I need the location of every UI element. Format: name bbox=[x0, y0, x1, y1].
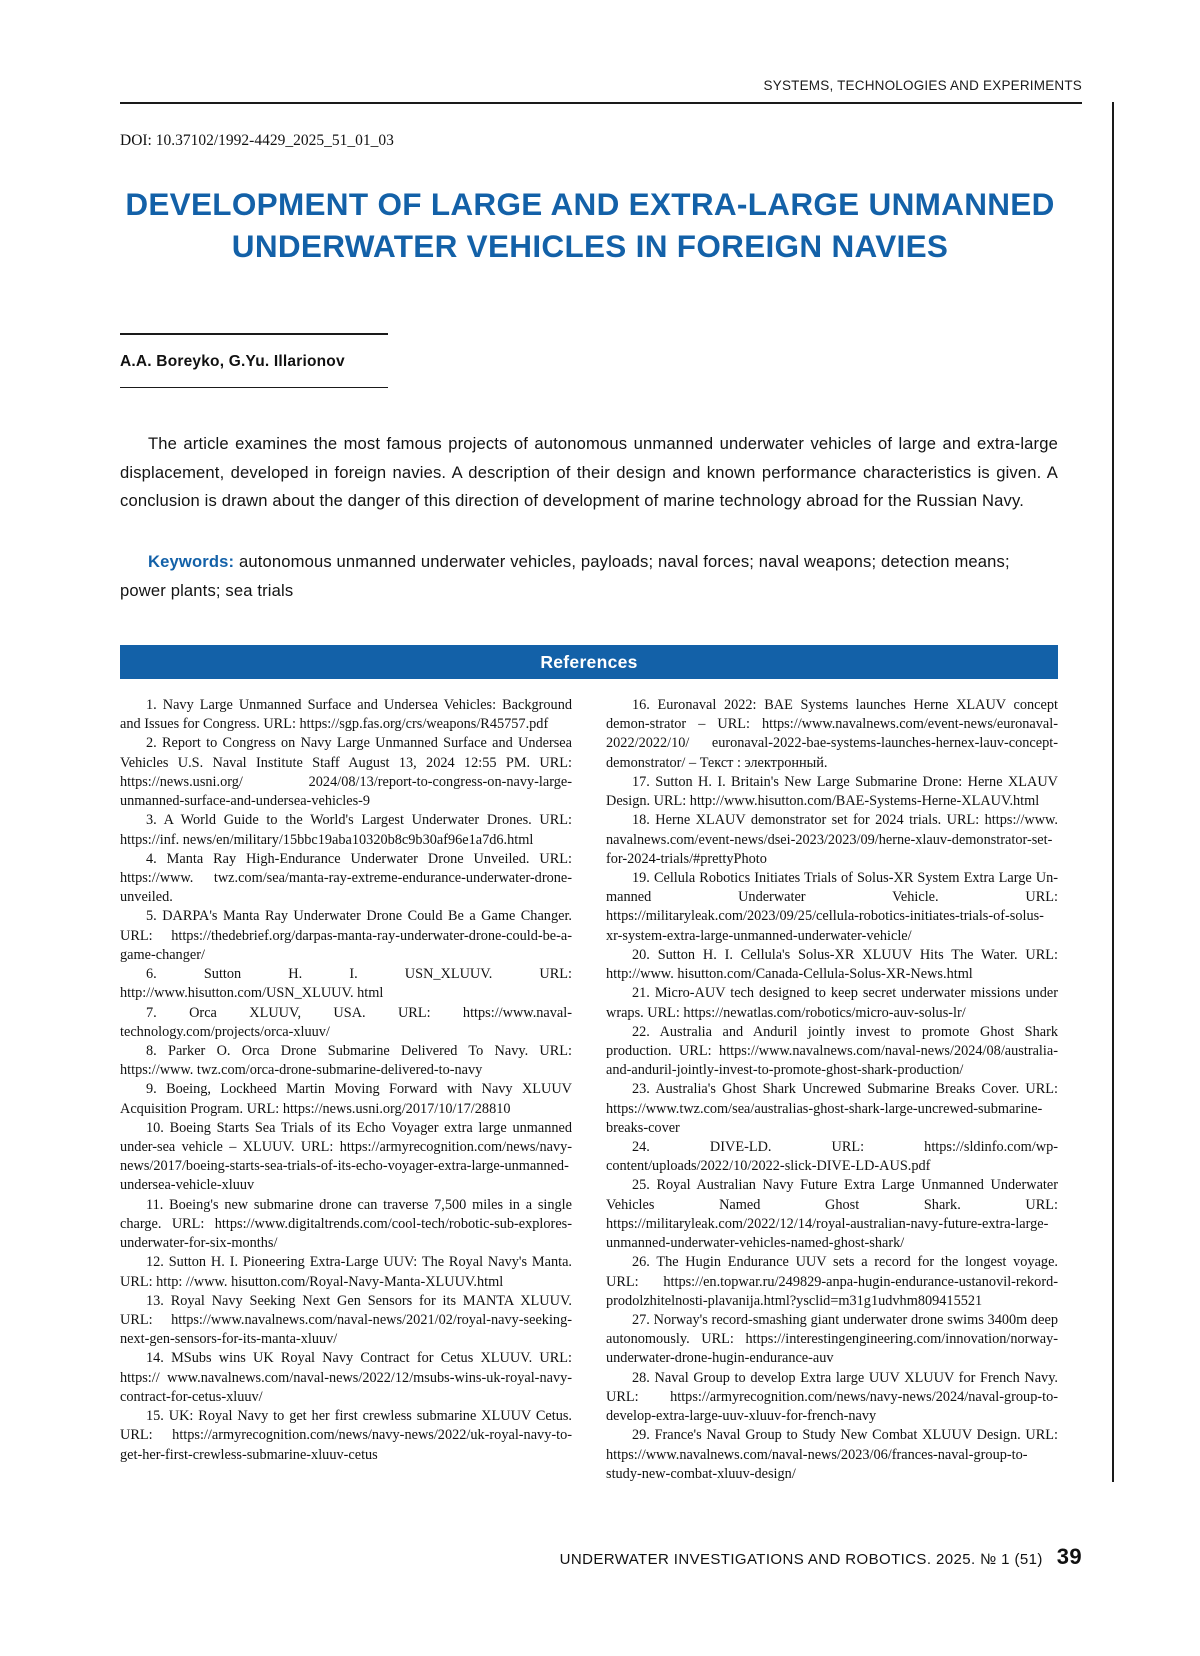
abstract bbox=[120, 430, 1058, 516]
abstract-text: The article examines the most famous projects of autonomous unmanned underwater vehicles of large and extra-large displacement, developed in foreign navies. A description of their design and known performance characteristics is given. A conclusion is drawn about the danger of this direction of development of marine technology abroad for the Russian Navy. bbox=[120, 434, 1058, 511]
reference-item: 23. Australia's Ghost Shark Uncrewed Submarine Breaks Cover. URL: https://www.twz.com/sea/australias-ghost-shark-large-uncrewed-submarine-breaks-cover bbox=[606, 1081, 1058, 1136]
reference-item: 27. Norway's record-smashing giant underwater drone swims 3400m deep autonomously. URL: https://interestingengineering.com/innovation/norway-underwater-drone-hugin-endurance-auv bbox=[606, 1312, 1058, 1367]
reference-item: 26. The Hugin Endurance UUV sets a record for the longest voyage. URL: https://en.topwar.ru/249829-anpa-hugin-endurance-ustanovil-rekord-prodolzhitelnosti-plavanija.html?ysclid=m31g1udvhm809415521 bbox=[606, 1254, 1058, 1309]
reference-item: 20. Sutton H. I. Cellula's Solus-XR XLUUV Hits The Water. URL: http://www. hisutton.com/Canada-Cellula-Solus-XR-News.html bbox=[606, 946, 1058, 983]
footer-journal: UNDERWATER INVESTIGATIONS AND ROBOTICS. 2025. № 1 (51) bbox=[559, 1551, 1043, 1568]
reference-item: 22. Australia and Anduril jointly invest to promote Ghost Shark production. URL: https://www.navalnews.com/naval-news/2024/08/australia-and-anduril-jointly-invest-to-promote-ghost-shark-production/ bbox=[606, 1023, 1058, 1079]
reference-item: 2. Report to Congress on Navy Large Unmanned Surface and Undersea Vehicles U.S. Naval Institute Staff August 13, 2024 12:55 PM. URL: https://news.usni.org/ 2024/08/13/report-to-congress-on-navy-large-unmanned-surface-and-undersea-vehicles-9 bbox=[120, 735, 572, 810]
reference-item: 28. Naval Group to develop Extra large UUV XLUUV for French Navy. URL: https://armyrecognition.com/news/navy-news/2024/naval-group-to-develop-extra-large-uuv-xluuv-for-french-navy bbox=[606, 1369, 1058, 1425]
running-head: SYSTEMS, TECHNOLOGIES AND EXPERIMENTS bbox=[763, 78, 1082, 93]
references-column-right bbox=[606, 696, 1058, 1484]
reference-list-right bbox=[606, 696, 1058, 1484]
reference-item: 21. Micro-AUV tech designed to keep secret underwater missions under wraps. URL: https://newatlas.com/robotics/micro-auv-solus-lr/ bbox=[606, 985, 1058, 1021]
reference-item: 6. Sutton H. I. USN_XLUUV. URL: http://www.hisutton.com/USN_XLUUV. html bbox=[120, 966, 572, 1002]
authors-list: A.A. Boreyko, G.Yu. Illarionov bbox=[120, 352, 345, 370]
reference-item: 24. DIVE-LD. URL: https://sldinfo.com/wp-content/uploads/2022/10/2022-slick-DIVE-LD-AUS.pdf bbox=[606, 1139, 1058, 1175]
reference-item: 8. Parker O. Orca Drone Submarine Delivered To Navy. URL: https://www. twz.com/orca-drone-submarine-delivered-to-navy bbox=[120, 1042, 572, 1079]
keywords bbox=[120, 548, 1058, 605]
references-heading: References bbox=[540, 651, 638, 672]
reference-item: 7. Orca XLUUV, USA. URL: https://www.naval-technology.com/projects/orca-xluuv/ bbox=[120, 1004, 572, 1040]
header-rule bbox=[120, 102, 1082, 104]
reference-item: 12. Sutton H. I. Pioneering Extra-Large UUV: The Royal Navy's Manta. URL: http: //www. hisutton.com/Royal-Navy-Manta-XLUUV.html bbox=[120, 1254, 572, 1290]
references-heading-bar bbox=[120, 645, 1058, 679]
reference-item: 13. Royal Navy Seeking Next Gen Sensors for its MANTA XLUUV. URL: https://www.navalnews.com/naval-news/2021/02/royal-navy-seeking-next-gen-sensors-for-its-manta-xluuv/ bbox=[120, 1292, 572, 1348]
reference-item: 4. Manta Ray High-Endurance Underwater Drone Unveiled. URL: https://www. twz.com/sea/manta-ray-extreme-endurance-underwater-drone-unveiled. bbox=[120, 850, 572, 906]
doi-line: DOI: 10.37102/1992-4429_2025_51_01_03 bbox=[120, 132, 394, 149]
references-column-left bbox=[120, 696, 572, 1484]
reference-item: 5. DARPA's Manta Ray Underwater Drone Could Be a Game Changer. URL: https://thedebrief.org/darpas-manta-ray-underwater-drone-could-be-a-game-changer/ bbox=[120, 908, 572, 963]
reference-item: 16. Euronaval 2022: BAE Systems launches Herne XLAUV concept demon-strator – URL: https://www.navalnews.com/event-news/euronaval-2022/2022/10/ euronaval-2022-bae-systems-launches-hernex-lauv-concept-demonstrator/ – Текст : электронный. bbox=[606, 697, 1058, 771]
reference-item: 18. Herne XLAUV demonstrator set for 2024 trials. URL: https://www. navalnews.com/event-news/dsei-2023/2023/09/herne-xlauv-demonstrator-set-for-2024-trials/#prettyPhoto bbox=[606, 812, 1058, 867]
reference-list-left bbox=[120, 696, 572, 1465]
authors-rule-bottom bbox=[120, 387, 388, 389]
reference-item: 29. France's Naval Group to Study New Combat XLUUV Design. URL: https://www.navalnews.com/naval-news/2023/06/frances-naval-group-to-study-new-combat-xluuv-design/ bbox=[606, 1427, 1058, 1482]
page-footer bbox=[560, 1544, 1082, 1570]
reference-item: 17. Sutton H. I. Britain's New Large Submarine Drone: Herne XLAUV Design. URL: http://www.hisutton.com/BAE-Systems-Herne-XLAUV.html bbox=[606, 773, 1058, 810]
references-columns bbox=[120, 696, 1058, 1484]
right-margin-rule bbox=[1112, 102, 1114, 1482]
reference-item: 25. Royal Australian Navy Future Extra Large Unmanned Underwater Vehicles Named Ghost Shark. URL: https://militaryleak.com/2022/12/14/royal-australian-navy-future-extra-large-unmanned-underwater-vehicles-named-ghost-shark/ bbox=[606, 1177, 1058, 1252]
reference-item: 3. A World Guide to the World's Largest Underwater Drones. URL: https://inf. news/en/military/15bbc19aba10320b8c9b30af96e1a7d6.html bbox=[120, 812, 572, 848]
keywords-text: autonomous unmanned underwater vehicles, payloads; naval forces; naval weapons; detection means; power plants; sea trials bbox=[120, 552, 1010, 600]
authors-block bbox=[120, 333, 390, 388]
reference-item: 19. Cellula Robotics Initiates Trials of Solus-XR System Extra Large Un-manned Underwater Vehicle. URL: https://militaryleak.com/2023/09/25/cellula-robotics-initiates-trials-of-solus-xr-system-extra-large-unmanned-underwater-vehicle/ bbox=[606, 869, 1058, 944]
page-title: DEVELOPMENT OF LARGE AND EXTRA-LARGE UNMANNED UNDERWATER VEHICLES IN FOREIGN NAVIES bbox=[125, 186, 1055, 265]
reference-item: 1. Navy Large Unmanned Surface and Undersea Vehicles: Background and Issues for Congress. URL: https://sgp.fas.org/crs/weapons/R45757.pdf bbox=[120, 697, 572, 733]
reference-item: 14. MSubs wins UK Royal Navy Contract for Cetus XLUUV. URL: https:// www.navalnews.com/naval-news/2022/12/msubs-wins-uk-royal-navy-contract-for-cetus-xluuv/ bbox=[120, 1350, 572, 1405]
footer-page-number: 39 bbox=[1056, 1544, 1082, 1569]
reference-item: 9. Boeing, Lockheed Martin Moving Forward with Navy XLUUV Acquisition Program. URL: https://news.usni.org/2017/10/17/28810 bbox=[120, 1081, 572, 1117]
reference-item: 10. Boeing Starts Sea Trials of its Echo Voyager extra large unmanned under-sea vehicle – XLUUV. URL: https://armyrecognition.com/news/navy-news/2017/boeing-starts-sea-trials-of-its-echo-voyager-extra-large-unmanned-undersea-vehicle-xluuv bbox=[120, 1119, 572, 1194]
reference-item: 11. Boeing's new submarine drone can traverse 7,500 miles in a single charge. URL: https://www.digitaltrends.com/cool-tech/robotic-sub-explores-underwater-for-six-months/ bbox=[120, 1196, 572, 1252]
reference-item: 15. UK: Royal Navy to get her first crewless submarine XLUUV Cetus. URL: https://armyrecognition.com/news/navy-news/2022/uk-royal-navy-to-get-her-first-crewless-submarine-xluuv-cetus bbox=[120, 1408, 572, 1463]
keywords-label: Keywords: bbox=[148, 552, 235, 571]
